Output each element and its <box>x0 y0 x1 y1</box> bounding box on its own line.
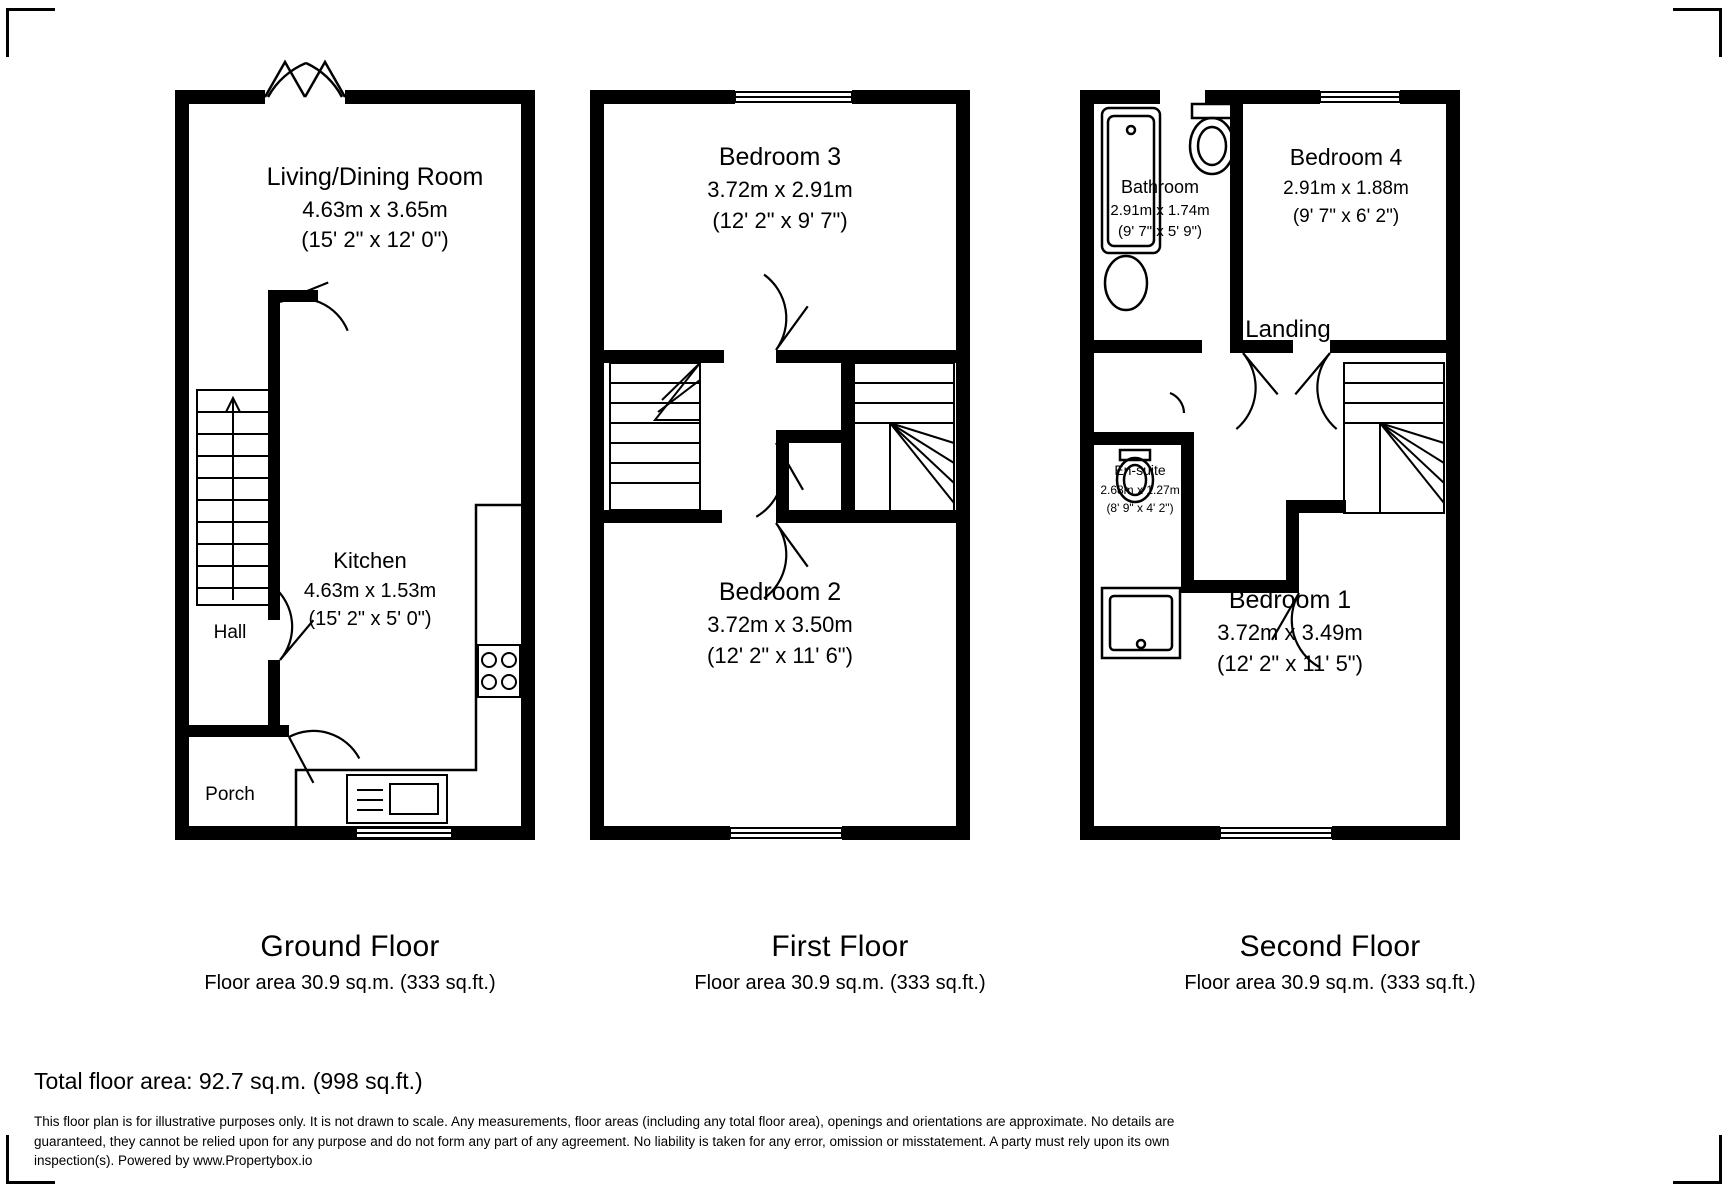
first-floor-title: First Floor <box>771 930 909 963</box>
ground-floor-title: Ground Floor <box>260 930 440 963</box>
room-label-ensuite-imperial: (8' 9" x 4' 2") <box>1106 501 1174 515</box>
room-label-bedroom2-imperial: (12' 2" x 11' 6") <box>707 643 853 668</box>
crop-mark-top-left <box>6 8 55 57</box>
crop-mark-top-right <box>1673 8 1722 57</box>
room-label-bedroom3-metric: 3.72m x 2.91m <box>707 177 853 202</box>
room-label-bedroom4-metric: 2.91m x 1.88m <box>1283 178 1409 199</box>
room-label-kitchen-name: Kitchen <box>333 548 407 573</box>
room-label-bedroom1-metric: 3.72m x 3.49m <box>1217 620 1363 645</box>
second-floor-caption <box>1080 930 1580 995</box>
room-label-bedroom1-imperial: (12' 2" x 11' 5") <box>1217 651 1363 676</box>
second-floor-plan <box>1080 0 1580 1040</box>
room-label-bedroom1-name: Bedroom 1 <box>1228 586 1352 614</box>
first-floor-plan <box>590 0 1090 1040</box>
first-floor-area: Floor area 30.9 sq.m. (333 sq.ft.) <box>694 972 986 994</box>
room-label-living-dining-metric: 4.63m x 3.65m <box>302 197 448 222</box>
room-label-bedroom4-name: Bedroom 4 <box>1289 144 1403 170</box>
room-label-bathroom-name: Bathroom <box>1120 177 1200 197</box>
room-label-bedroom3-imperial: (12' 2" x 9' 7") <box>712 208 848 233</box>
second-floor-area: Floor area 30.9 sq.m. (333 sq.ft.) <box>1184 972 1476 994</box>
ground-floor-plan <box>100 0 600 1040</box>
total-floor-area: Total floor area: 92.7 sq.m. (998 sq.ft.) <box>34 1068 423 1094</box>
room-label-living-dining-imperial: (15' 2" x 12' 0") <box>301 227 449 252</box>
second-floor-title: Second Floor <box>1239 930 1421 963</box>
room-label-ensuite-name: En-suite <box>1114 462 1166 478</box>
room-label-landing: Landing <box>1245 316 1331 343</box>
room-label-kitchen-metric: 4.63m x 1.53m <box>303 580 437 602</box>
room-label-bedroom2-metric: 3.72m x 3.50m <box>707 612 853 637</box>
room-label-bathroom-imperial: (9' 7" x 5' 9") <box>1118 223 1202 240</box>
room-label-ensuite-metric: 2.68m x 1.27m <box>1100 483 1180 497</box>
room-label-porch: Porch <box>205 784 255 805</box>
room-label-hall: Hall <box>213 622 247 643</box>
ground-floor-area: Floor area 30.9 sq.m. (333 sq.ft.) <box>204 972 496 994</box>
room-label-bedroom2-name: Bedroom 2 <box>718 578 842 606</box>
crop-mark-bottom-right <box>1673 1135 1722 1184</box>
ground-floor-caption <box>100 930 600 995</box>
room-label-bathroom-metric: 2.91m x 1.74m <box>1110 202 1210 219</box>
room-label-living-dining-name: Living/Dining Room <box>266 163 484 191</box>
room-label-bedroom3-name: Bedroom 3 <box>718 143 842 171</box>
room-label-kitchen-imperial: (15' 2" x 5' 0") <box>308 608 432 630</box>
first-floor-caption <box>590 930 1090 995</box>
disclaimer-text: This floor plan is for illustrative purposes only. It is not drawn to scale. Any measurements, floor areas (including any total floor area), openings and orientations are approximate. No details are guaranteed, they cannot be relied upon for any purpose and do not form any part of any agreement. No liability is taken for any error, omission or misstatement. A party must rely upon its own inspection(s). Powered by www.Propertybox.io <box>34 1114 1175 1169</box>
room-label-bedroom4-imperial: (9' 7" x 6' 2") <box>1292 206 1400 227</box>
